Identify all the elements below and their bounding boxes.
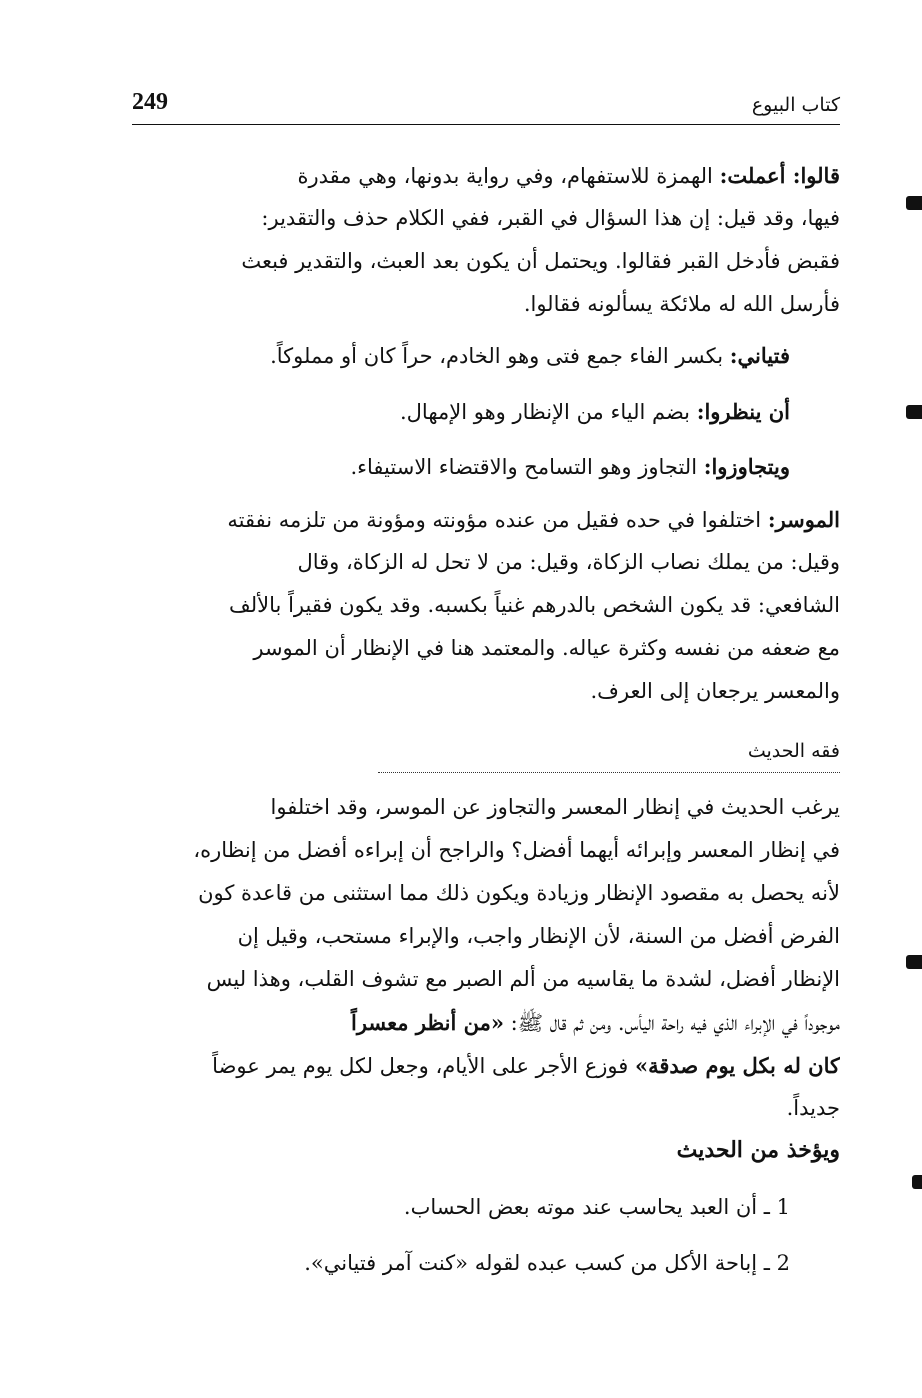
paragraph-mousir <box>132 498 840 713</box>
header-rule <box>132 124 840 125</box>
list-item: 2 ـ إباحة الأكل من كسب عبده لقوله «كنت آمر فتياني». <box>304 1251 790 1275</box>
text-line <box>132 498 840 541</box>
hadith-quote: «من أنظر معسراً <box>350 1010 504 1035</box>
list-item: 1 ـ أن العبد يحاسب عند موته بعض الحساب. <box>403 1195 790 1219</box>
hadith-quote: كان له بكل يوم صدقة» <box>634 1053 840 1078</box>
term-bold: قالوا: أعملت: <box>719 163 840 188</box>
text-line: الإنظار أفضل، لشدة ما يقاسيه من ألم الصبر مع تشوف القلب، وهذا ليس <box>206 967 840 991</box>
definition: بضم الياء من الإنظار وهو الإمهال. <box>399 400 697 424</box>
text-line: فأرسل الله له ملائكة يسألونه فقالوا. <box>523 292 840 316</box>
edge-mark <box>906 405 922 419</box>
text-line: وقيل: من يملك نصاب الزكاة، وقيل: من لا تحل له الزكاة، وقال <box>297 550 840 574</box>
edge-mark <box>906 955 922 969</box>
paragraph-aamalt <box>132 154 840 326</box>
definition: التجاوز وهو التسامح والاقتضاء الاستيفاء. <box>350 455 704 479</box>
text-line: الشافعي: قد يكون الشخص بالدرهم غنياً بكسبه. وقد يكون فقيراً بالألف <box>229 593 840 617</box>
text-line: جديداً. <box>786 1096 840 1120</box>
text-line: لأنه يحصل به مقصود الإنظار وزيادة ويكون ذلك مما استثنى من قاعدة كون <box>198 881 840 905</box>
term-bold: ويتجاوزوا: <box>703 454 790 479</box>
glossary-entry <box>132 334 790 378</box>
term-bold: الموسر: <box>767 507 840 532</box>
text-line: الفرض أفضل من السنة، لأن الإنظار واجب، والإبراء مستحب، وقيل إن <box>237 924 840 948</box>
text-line: في إنظار المعسر وإبرائه أيهما أفضل؟ والراجح أن إبراءه أفضل من إنظاره، <box>193 838 840 862</box>
text-span: موجوداً في الإبراء الذي فيه راحة اليأس. ومن ثم قال ﷺ: <box>504 1011 840 1035</box>
book-title: كتاب البيوع <box>751 94 840 116</box>
subheading: ويؤخذ من الحديث <box>676 1137 840 1163</box>
edge-mark <box>912 1175 922 1189</box>
text-line: يرغب الحديث في إنظار المعسر والتجاوز عن الموسر، وقد اختلفوا <box>270 795 840 819</box>
text-line: فيها، وقد قيل: إن هذا السؤال في القبر، ففي الكلام حذف والتقدير: <box>261 206 840 230</box>
text-span: اختلفوا في حده فقيل من عنده مؤونته ومؤونة من تلزمه نفقته <box>227 508 768 532</box>
text-line: فقبض فأدخل القبر فقالوا. ويحتمل أن يكون بعد العبث، والتقدير فبعث <box>241 249 840 273</box>
text-span: الهمزة للاستفهام، وفي رواية بدونها، وهي مقدرة <box>297 164 720 188</box>
text-line <box>132 1044 840 1087</box>
text-line: والمعسر يرجعان إلى العرف. <box>590 679 840 703</box>
term-bold: أن ينظروا: <box>696 399 790 424</box>
section-heading: فقه الحديث <box>747 740 840 762</box>
term-bold: فتياني: <box>729 343 790 368</box>
glossary-entry <box>132 445 790 489</box>
text-line <box>132 1001 840 1044</box>
paragraph-fiqh <box>132 786 840 1130</box>
text-line <box>132 154 840 197</box>
edge-mark <box>906 196 922 210</box>
running-header <box>132 86 840 116</box>
definition: بكسر الفاء جمع فتى وهو الخادم، حراً كان أو مملوكاً. <box>270 344 730 368</box>
section-divider <box>378 772 840 773</box>
page-number: 249 <box>132 89 168 115</box>
glossary-entry <box>132 390 790 434</box>
text-span: فوزع الأجر على الأيام، وجعل لكل يوم يمر عوضاً <box>212 1054 635 1078</box>
text-line: مع ضعفه من نفسه وكثرة عياله. والمعتمد هنا في الإنظار أن الموسر <box>253 636 840 660</box>
